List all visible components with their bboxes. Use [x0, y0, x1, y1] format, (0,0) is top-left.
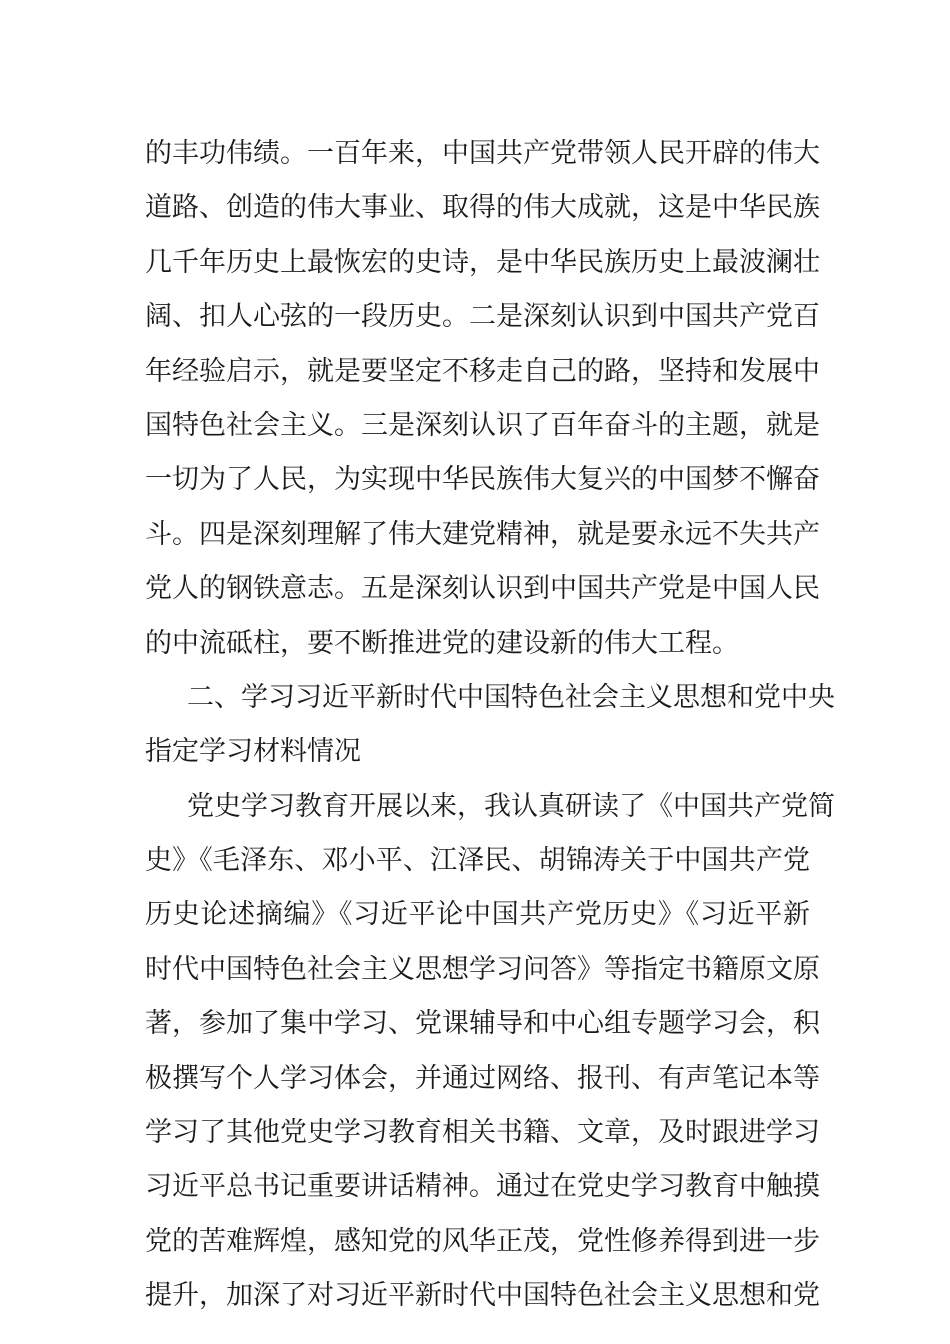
text-line: 党的苦难辉煌，感知党的风华正茂，党性修养得到进一步 — [145, 1225, 820, 1257]
text-line: 道路、创造的伟大事业、取得的伟大成就，这是中华民族 — [145, 192, 820, 224]
text-line: 国特色社会主义。三是深刻认识了百年奋斗的主题，就是 — [145, 409, 820, 441]
text-line: 著，参加了集中学习、党课辅导和中心组专题学习会，积 — [145, 1008, 820, 1040]
text-line: 一切为了人民，为实现中华民族伟大复兴的中国梦不懈奋 — [145, 464, 820, 496]
document-body — [145, 127, 835, 1324]
text-line: 史》《毛泽东、邓小平、江泽民、胡锦涛关于中国共产党 — [145, 845, 810, 877]
text-line: 党史学习教育开展以来，我认真研读了《中国共产党简 — [187, 790, 835, 822]
heading-line: 二、学习习近平新时代中国特色社会主义思想和党中央 — [187, 681, 835, 713]
heading-line: 指定学习材料情况 — [145, 736, 361, 768]
paragraph-1 — [145, 127, 820, 671]
section-heading-2 — [145, 671, 835, 780]
text-line: 几千年历史上最恢宏的史诗，是中华民族历史上最波澜壮 — [145, 246, 820, 278]
text-line: 党人的钢铁意志。五是深刻认识到中国共产党是中国人民 — [145, 573, 820, 605]
text-line: 习近平总书记重要讲话精神。通过在党史学习教育中触摸 — [145, 1171, 820, 1203]
text-line: 时代中国特色社会主义思想学习问答》等指定书籍原文原 — [145, 953, 820, 985]
text-line: 历史论述摘编》《习近平论中国共产党历史》《习近平新 — [145, 899, 810, 931]
text-line: 提升，加深了对习近平新时代中国特色社会主义思想和党 — [145, 1280, 820, 1312]
text-line: 的中流砥柱，要不断推进党的建设新的伟大工程。 — [145, 627, 739, 659]
paragraph-2 — [145, 780, 835, 1324]
text-line: 极撰写个人学习体会，并通过网络、报刊、有声笔记本等 — [145, 1062, 820, 1094]
text-line: 的丰功伟绩。一百年来，中国共产党带领人民开辟的伟大 — [145, 138, 820, 169]
text-line: 学习了其他党史学习教育相关书籍、文章，及时跟进学习 — [145, 1117, 820, 1149]
text-line: 阔、扣人心弦的一段历史。二是深刻认识到中国共产党百 — [145, 301, 820, 333]
text-line: 斗。四是深刻理解了伟大建党精神，就是要永远不失共产 — [145, 518, 820, 550]
text-line: 年经验启示，就是要坚定不移走自己的路，坚持和发展中 — [145, 355, 820, 387]
